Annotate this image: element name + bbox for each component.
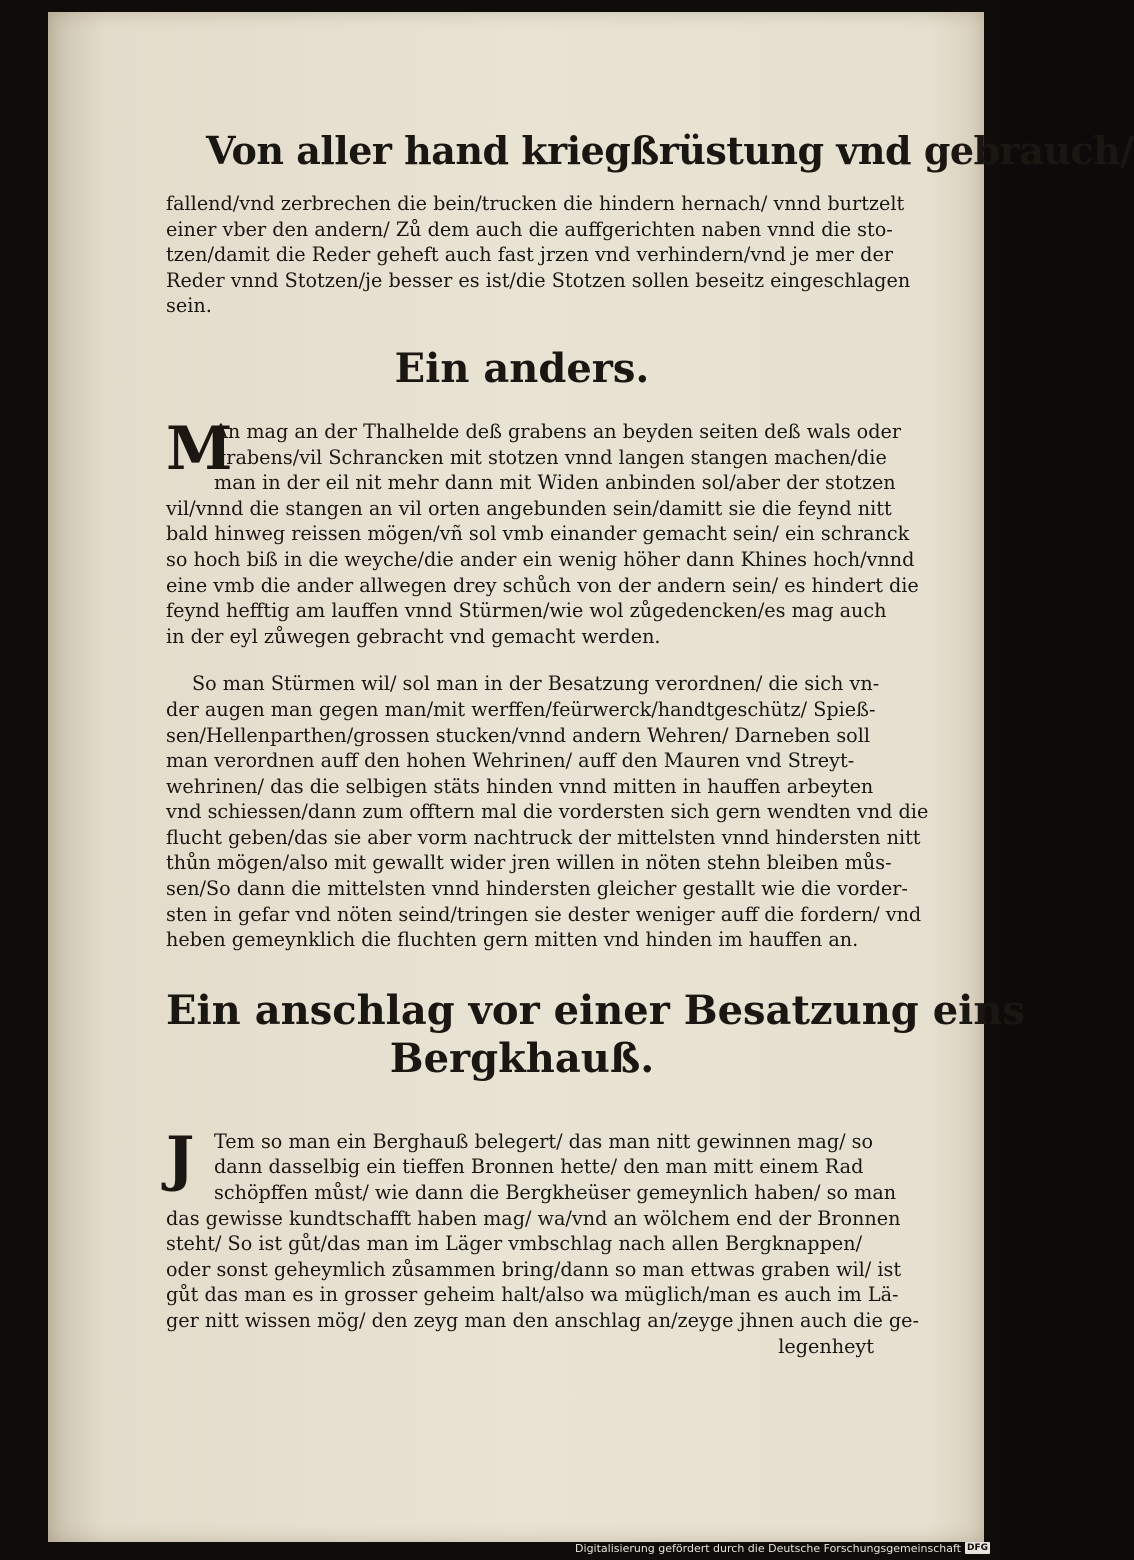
text-line: sen/So dann die mittelsten vnnd hindersten gleicher gestallt wie die vorder- [166,877,908,901]
text-line: einer vber den andern/ Zů dem auch die auffgerichten naben vnnd die sto- [166,217,893,241]
section-heading-ein-anders: Ein anders. [394,344,650,392]
text-line: vnd schiessen/dann zum offtern mal die vordersten sich gern wendten vnd die [166,800,929,824]
text-line: gůt das man es in grosser geheim halt/also wa müglich/man es auch im Lä- [166,1283,899,1307]
text-line: sen/Hellenparthen/grossen stucken/vnnd andern Wehren/ Darneben soll [166,723,871,747]
text-line: heben gemeynklich die fluchten gern mitten vnd hinden im hauffen an. [166,928,859,952]
text-line: flucht geben/das sie aber vorm nachtruck der mittelsten vnnd hindersten nitt [166,825,921,849]
text-line: vil/vnnd die stangen an vil orten angebunden sein/damitt sie die feynd nitt [166,496,892,520]
text-line: der augen man gegen man/mit werffen/feürwerck/handtgeschütz/ Spieß- [166,697,876,721]
text-line: sein. [166,294,212,318]
text-line: man verordnen auff den hohen Wehrinen/ auff den Mauren vnd Streyt- [166,749,855,773]
footer-credit-text: Digitalisierung gefördert durch die Deutsche Forschungsgemeinschaft [575,1541,961,1555]
dfg-logo: DFG [966,1543,988,1553]
heading-line-2: Bergkhauß. [389,1034,655,1082]
text-line: grabens/vil Schrancken mit stotzen vnnd langen stangen machen/die [214,445,887,469]
text-line: bald hinweg reissen mögen/vñ sol vmb einander gemacht sein/ ein schranck [166,522,910,546]
text-line: sten in gefar vnd nöten seind/tringen sie dester weniger auff die fordern/ vnd [166,902,922,926]
text-line: so hoch biß in die weyche/die ander ein wenig höher dann Khines hoch/vnnd [166,547,915,571]
text-line: schöpffen můst/ wie dann die Bergkheüser gemeynlich haben/ so man [214,1181,897,1205]
paragraph-stuermen [166,671,929,953]
text-line: das gewisse kundtschafft haben mag/ wa/vnd an wölchem end der Bronnen [166,1206,901,1230]
catchword: legenheyt [778,1334,874,1358]
text-line: feynd hefftig am lauffen vnnd Stürmen/wie wol zůgedencken/es mag auch [166,599,887,623]
text-line: dann dasselbig ein tieffen Bronnen hette/ den man mitt einem Rad [214,1155,864,1179]
section-heading-anschlag [166,986,1025,1083]
text-line: fallend/vnd zerbrechen die bein/trucken die hindern hernach/ vnnd burtzelt [166,192,905,215]
text-line: man in der eil nit mehr dann mit Widen anbinden sol/aber der stotzen [214,471,896,495]
paragraph-berghauss [166,1123,920,1334]
drop-cap-j: J [166,1123,195,1194]
page-content [166,122,1134,1359]
drop-cap-m: M [166,413,233,484]
text-line: ger nitt wissen mög/ den zeyg man den anschlag an/zeyge jhnen auch die ge- [166,1309,920,1332]
text-line: tzen/damit die Reder geheft auch fast jrzen vnd verhindern/vnd je mer der [166,243,893,267]
text-line: wehrinen/ das die selbigen stäts hinden vnnd mitten in hauffen arbeyten [166,774,874,798]
text-line: thůn mögen/also mit gewallt wider jren willen in nöten stehn bleiben můs- [166,851,892,875]
text-line: in der eyl zůwegen gebracht vnd gemacht werden. [166,624,661,648]
text-line: Reder vnnd Stotzen/je besser es ist/die Stotzen sollen beseitz eingeschlagen [166,268,911,292]
heading-line-1: Ein anschlag vor einer Besatzung eins [166,986,1025,1034]
text-line: Tem so man ein Berghauß belegert/ das man nitt gewinnen mag/ so [214,1129,874,1153]
running-head: Von aller hand kriegßrüstung vnd gebrauch/ [206,128,1134,173]
text-line: An mag an der Thalhelde deß grabens an beyden seiten deß wals oder [214,419,902,443]
text-line: So man Stürmen wil/ sol man in der Besatzung verordnen/ die sich vn- [192,672,880,696]
text-line: eine vmb die ander allwegen drey schůch von der andern sein/ es hindert die [166,573,919,597]
text-line: oder sonst geheymlich zůsammen bring/dann so man ettwas graben wil/ ist [166,1257,902,1281]
text-line: steht/ So ist gůt/das man im Läger vmbschlag nach allen Bergknappen/ [166,1232,863,1256]
digitization-footer [560,1538,990,1558]
paragraph-ein-anders [166,413,919,649]
paragraph-continued [166,191,911,319]
